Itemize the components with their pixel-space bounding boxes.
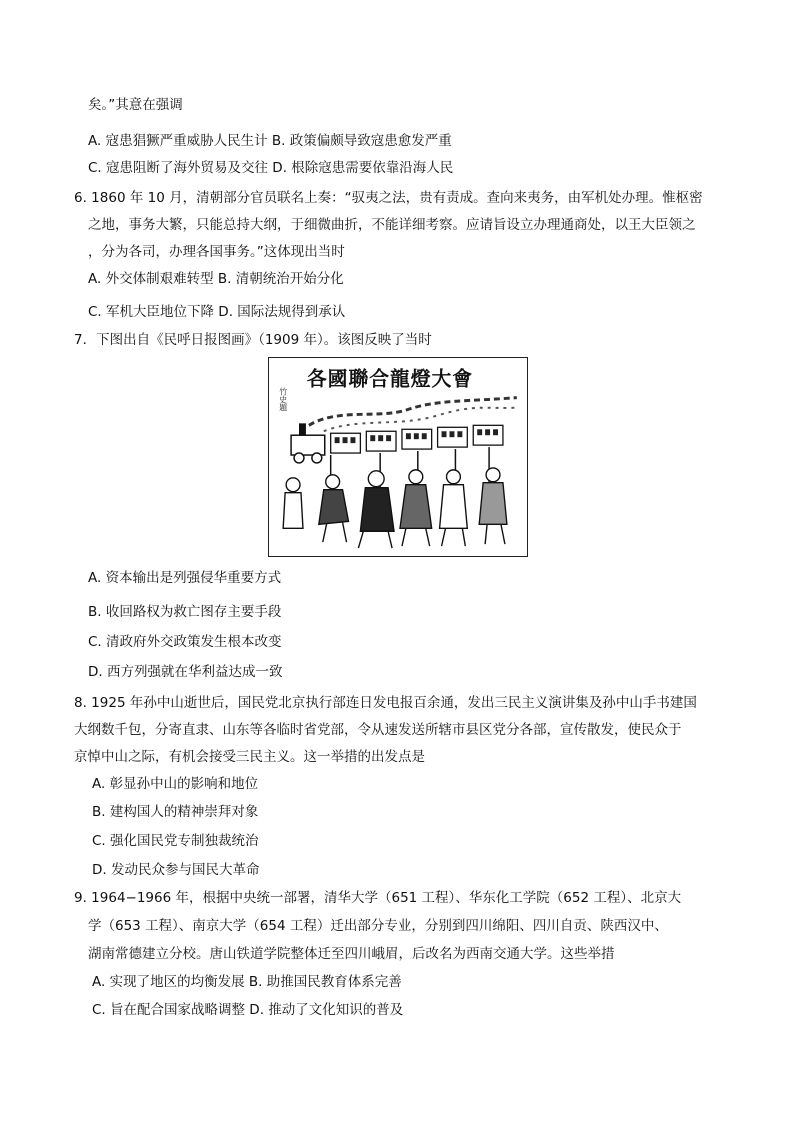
q6-stem-line-1: 6. 1860 年 10 月，清朝部分官员联名上奏：“驭夷之法，贵有责成。查向来夷务，由军机处办理。惟枢密	[74, 190, 703, 206]
q7-option-a: A. 资本输出是列强侵华重要方式	[88, 570, 282, 586]
q8-stem-line-3: 京悼中山之际，有机会接受三民主义。这一举措的出发点是	[74, 749, 425, 765]
q8-option-c: C. 强化国民党专制独裁统治	[92, 833, 259, 849]
q5-options-cd: C. 寇患阻断了海外贸易及交往 D. 根除寇患需要依靠沿海人民	[88, 160, 454, 176]
q7-option-d: D. 西方列强就在华利益达成一致	[88, 664, 283, 680]
q8-option-a: A. 彰显孙中山的影响和地位	[92, 776, 259, 792]
q6-options-cd: C. 军机大臣地位下降 D. 国际法规得到承认	[88, 304, 346, 320]
q9-stem-line-3: 湖南常德建立分校。唐山铁道学院整体迁至四川峨眉，后改名为西南交通大学。这些举措	[88, 946, 615, 962]
q8-option-d: D. 发动民众参与国民大革命	[92, 862, 260, 878]
q9-stem-line-1: 9. 1964−1966 年，根据中央统一部署，清华大学（651 工程）、华东化工学院（652 工程）、北京大	[74, 890, 682, 906]
q8-option-b: B. 建构国人的精神崇拜对象	[92, 804, 259, 820]
q7-option-c: C. 清政府外交政策发生根本改变	[88, 634, 282, 650]
q6-stem-line-3: ，分为各司，办理各国事务。”这体现出当时	[88, 244, 345, 260]
q7-stem: 7．下图出自《民呼日报图画》（1909 年）。该图反映了当时	[74, 332, 432, 348]
dragon-lantern-cartoon	[269, 358, 527, 556]
q8-stem-line-2: 大纲数千包，分寄直隶、山东等各临时省党部，令从速发送所辖市县区党分各部，宣传散发，使民众于	[74, 722, 682, 738]
cartoon-title: 各國聯合龍燈大會	[306, 366, 474, 391]
q6-stem-line-2: 之地，事务大繁，只能总持大纲，于细微曲折，不能详细考察。应请旨设立办理通商处，以王大臣领之	[88, 217, 696, 233]
cartoon-seal: 竹史題	[278, 387, 288, 412]
q9-options-cd: C. 旨在配合国家战略调整 D. 推动了文化知识的普及	[92, 1002, 404, 1018]
q5-options-ab: A. 寇患猖獗严重威胁人民生计 B. 政策偏颇导致寇患愈发严重	[88, 133, 452, 149]
q7-option-b: B. 收回路权为救亡图存主要手段	[88, 604, 282, 620]
q7-cartoon-image	[268, 357, 528, 557]
q6-options-ab: A. 外交体制艰难转型 B. 清朝统治开始分化	[88, 271, 344, 287]
q8-stem-line-1: 8. 1925 年孙中山逝世后，国民党北京执行部连日发电报百余通，发出三民主义演讲集及孙中山手书建国	[74, 695, 697, 711]
q9-stem-line-2: 学（653 工程）、南京大学（654 工程）迁出部分专业，分别到四川绵阳、四川自贡、陕西汉中、	[88, 918, 668, 934]
q5-stem-tail: 矣。”其意在强调	[88, 97, 183, 113]
q9-options-ab: A. 实现了地区的均衡发展 B. 助推国民教育体系完善	[92, 974, 402, 990]
